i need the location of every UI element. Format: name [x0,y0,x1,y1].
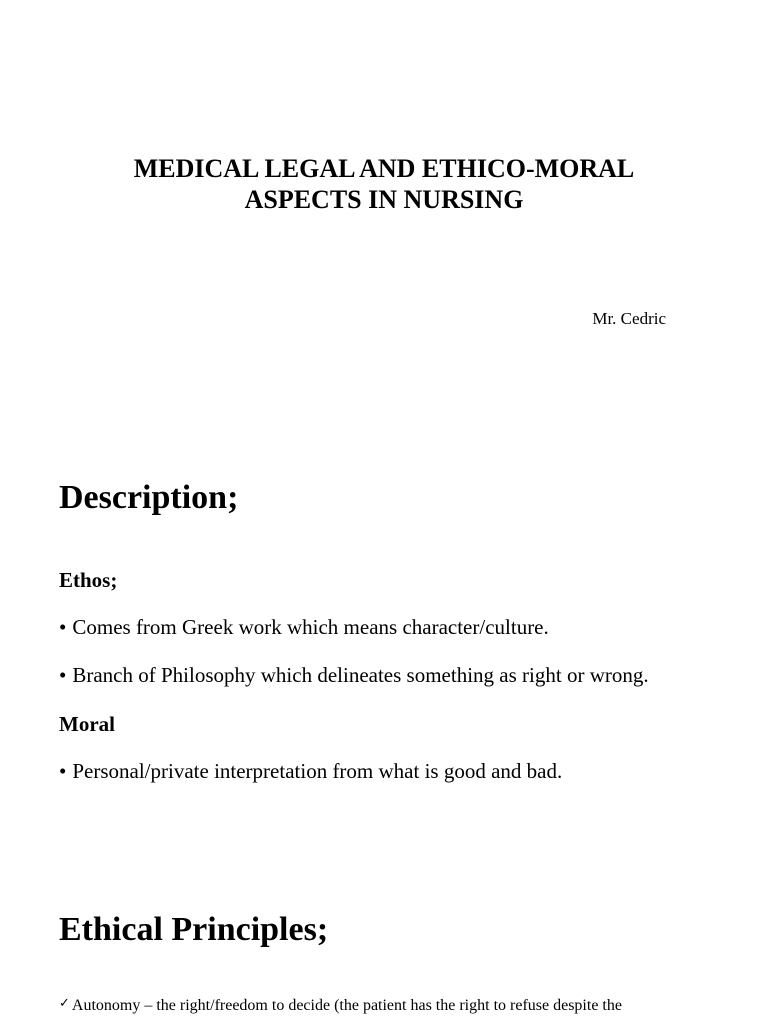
checkmark-icon: ✓ [59,996,70,1011]
title-line-1: MEDICAL LEGAL AND ETHICO-MORAL [133,154,635,183]
bullet-icon: • [59,759,67,783]
list-item [59,662,649,688]
author-name: Mr. Cedric [592,309,666,328]
list-item [59,758,562,784]
bullet-icon: • [59,615,67,639]
ethos-label: Ethos; [59,568,118,592]
description-heading [59,478,238,518]
ethical-principles-heading: Ethical Principles; [59,911,329,948]
description-heading-text: Description [59,479,228,516]
document-title [84,153,684,215]
bullet-text: Personal/private interpretation from what is good and bad. [72,759,563,783]
moral-label: Moral [59,712,115,736]
list-item [59,614,549,640]
bullet-text: Branch of Philosophy which delineates something as right or wrong. [72,663,649,687]
bullet-text: Comes from Greek work which means character/culture. [72,615,549,639]
title-line-2: ASPECTS IN NURSING [244,185,524,214]
principle-text: Autonomy – the right/freedom to decide (the patient has the right to refuse despite the [71,997,622,1014]
description-heading-suffix: ; [227,479,239,516]
list-item [59,994,622,1016]
bullet-icon: • [59,663,67,687]
